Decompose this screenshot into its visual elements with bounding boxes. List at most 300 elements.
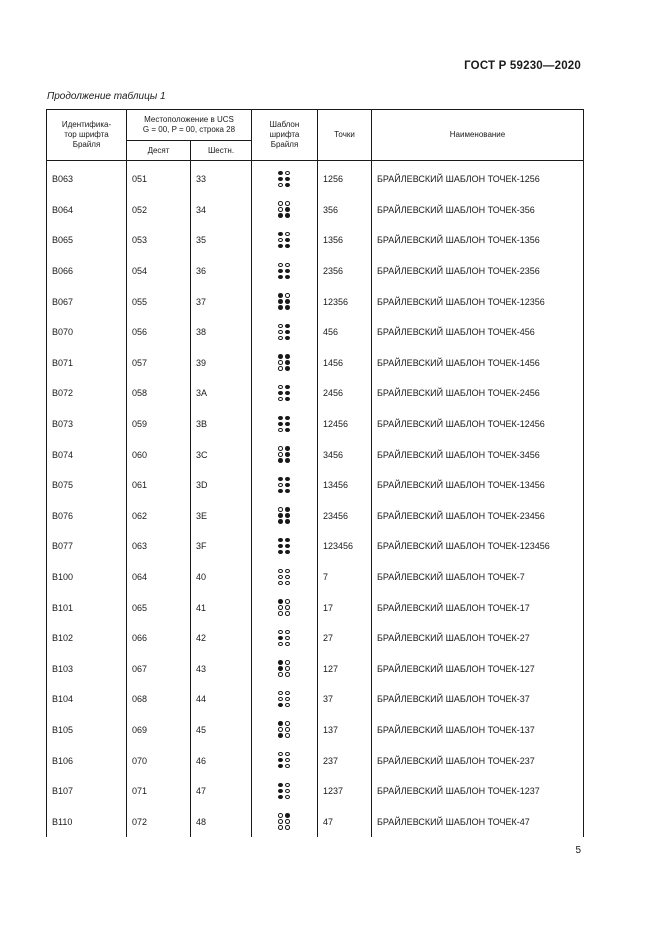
header-name-label: Наименование bbox=[449, 130, 506, 139]
braille-dot bbox=[278, 477, 283, 481]
braille-dot bbox=[285, 452, 290, 456]
braille-pattern-icon bbox=[278, 354, 291, 371]
cell-id: B073 bbox=[47, 409, 127, 440]
braille-dot bbox=[278, 416, 283, 420]
braille-dot bbox=[278, 299, 283, 303]
cell-dots: 17 bbox=[318, 592, 372, 623]
braille-dot bbox=[285, 275, 290, 279]
table-row bbox=[47, 684, 584, 715]
cell-id: B071 bbox=[47, 348, 127, 379]
braille-dot bbox=[278, 789, 283, 793]
header-hex bbox=[191, 141, 252, 161]
cell-dec: 059 bbox=[127, 409, 191, 440]
cell-name: БРАЙЛЕВСКИЙ ШАБЛОН ТОЧЕК-137 bbox=[372, 715, 584, 746]
cell-dec: 064 bbox=[127, 562, 191, 593]
braille-dot bbox=[285, 795, 290, 799]
cell-id: B101 bbox=[47, 592, 127, 623]
cell-pattern bbox=[252, 562, 318, 593]
table-row bbox=[47, 348, 584, 379]
cell-hex: 40 bbox=[191, 562, 252, 593]
cell-name: БРАЙЛЕВСКИЙ ШАБЛОН ТОЧЕК-27 bbox=[372, 623, 584, 654]
braille-dot bbox=[285, 727, 290, 731]
cell-name: БРАЙЛЕВСКИЙ ШАБЛОН ТОЧЕК-127 bbox=[372, 654, 584, 685]
cell-hex: 3B bbox=[191, 409, 252, 440]
cell-dots: 47 bbox=[318, 806, 372, 837]
cell-hex: 34 bbox=[191, 195, 252, 226]
braille-dot bbox=[278, 697, 283, 701]
braille-dot bbox=[278, 642, 283, 646]
cell-pattern bbox=[252, 161, 318, 195]
braille-dot bbox=[278, 354, 283, 358]
braille-dot bbox=[285, 299, 290, 303]
braille-dot bbox=[278, 422, 283, 426]
cell-pattern bbox=[252, 195, 318, 226]
braille-pattern-icon bbox=[278, 813, 291, 830]
cell-dec: 066 bbox=[127, 623, 191, 654]
table-caption: Продолжение таблицы 1 bbox=[47, 91, 166, 102]
cell-name: БРАЙЛЕВСКИЙ ШАБЛОН ТОЧЕК-1356 bbox=[372, 225, 584, 256]
braille-dot bbox=[285, 538, 290, 542]
cell-dec: 072 bbox=[127, 806, 191, 837]
table-row bbox=[47, 225, 584, 256]
braille-pattern-icon bbox=[278, 599, 291, 616]
braille-dot bbox=[285, 269, 290, 273]
cell-pattern bbox=[252, 806, 318, 837]
braille-dot bbox=[278, 660, 283, 664]
header-dots-label: Точки bbox=[334, 130, 355, 139]
braille-dot bbox=[278, 360, 283, 364]
cell-dots: 127 bbox=[318, 654, 372, 685]
braille-dot bbox=[278, 721, 283, 725]
braille-dot bbox=[278, 330, 283, 334]
table-row bbox=[47, 256, 584, 287]
braille-pattern-icon bbox=[278, 293, 291, 310]
cell-dots: 1456 bbox=[318, 348, 372, 379]
header-location bbox=[127, 110, 252, 141]
cell-dots: 137 bbox=[318, 715, 372, 746]
braille-dot bbox=[278, 605, 283, 609]
braille-dot bbox=[285, 397, 290, 401]
cell-name: БРАЙЛЕВСКИЙ ШАБЛОН ТОЧЕК-37 bbox=[372, 684, 584, 715]
braille-dot bbox=[285, 630, 290, 634]
braille-dot bbox=[278, 207, 283, 211]
table-row bbox=[47, 161, 584, 195]
braille-pattern-icon bbox=[278, 201, 291, 218]
cell-name: БРАЙЛЕВСКИЙ ШАБЛОН ТОЧЕК-2356 bbox=[372, 256, 584, 287]
cell-hex: 41 bbox=[191, 592, 252, 623]
cell-hex: 3D bbox=[191, 470, 252, 501]
braille-dot bbox=[278, 611, 283, 615]
braille-dot bbox=[285, 238, 290, 242]
braille-pattern-icon bbox=[278, 538, 291, 555]
cell-pattern bbox=[252, 286, 318, 317]
cell-dec: 058 bbox=[127, 378, 191, 409]
braille-dot bbox=[278, 703, 283, 707]
cell-name: БРАЙЛЕВСКИЙ ШАБЛОН ТОЧЕК-456 bbox=[372, 317, 584, 348]
cell-pattern bbox=[252, 470, 318, 501]
braille-dot bbox=[285, 513, 290, 517]
braille-dot bbox=[285, 672, 290, 676]
cell-id: B107 bbox=[47, 776, 127, 807]
braille-dot bbox=[278, 483, 283, 487]
cell-dec: 060 bbox=[127, 439, 191, 470]
braille-dot bbox=[278, 825, 283, 829]
braille-dot bbox=[278, 397, 283, 401]
braille-pattern-icon bbox=[278, 783, 291, 800]
braille-dot bbox=[285, 171, 290, 175]
braille-dot bbox=[285, 666, 290, 670]
braille-dot bbox=[278, 599, 283, 603]
braille-dot bbox=[278, 263, 283, 267]
braille-dot bbox=[285, 697, 290, 701]
cell-name: БРАЙЛЕВСКИЙ ШАБЛОН ТОЧЕК-3456 bbox=[372, 439, 584, 470]
cell-id: B106 bbox=[47, 745, 127, 776]
braille-dot bbox=[285, 391, 290, 395]
cell-dots: 1237 bbox=[318, 776, 372, 807]
header-hex-label: Шестн. bbox=[207, 145, 235, 155]
cell-pattern bbox=[252, 531, 318, 562]
table-row bbox=[47, 623, 584, 654]
braille-dot bbox=[278, 452, 283, 456]
braille-dot bbox=[285, 691, 290, 695]
braille-dot bbox=[278, 672, 283, 676]
cell-name: БРАЙЛЕВСКИЙ ШАБЛОН ТОЧЕК-1237 bbox=[372, 776, 584, 807]
cell-dec: 071 bbox=[127, 776, 191, 807]
table-row bbox=[47, 715, 584, 746]
cell-pattern bbox=[252, 745, 318, 776]
braille-dot bbox=[285, 293, 290, 297]
braille-dot bbox=[278, 232, 283, 236]
braille-dot bbox=[285, 636, 290, 640]
braille-dot bbox=[285, 733, 290, 737]
table-row bbox=[47, 439, 584, 470]
braille-dot bbox=[278, 727, 283, 731]
table-row bbox=[47, 531, 584, 562]
braille-pattern-icon bbox=[278, 630, 291, 647]
braille-dot bbox=[278, 691, 283, 695]
cell-name: БРАЙЛЕВСКИЙ ШАБЛОН ТОЧЕК-7 bbox=[372, 562, 584, 593]
cell-pattern bbox=[252, 501, 318, 532]
braille-dot bbox=[285, 232, 290, 236]
cell-id: B064 bbox=[47, 195, 127, 226]
cell-id: B063 bbox=[47, 161, 127, 195]
braille-pattern-icon bbox=[278, 721, 291, 738]
cell-id: B065 bbox=[47, 225, 127, 256]
cell-dec: 055 bbox=[127, 286, 191, 317]
braille-dot bbox=[285, 569, 290, 573]
braille-dot bbox=[278, 366, 283, 370]
cell-dec: 052 bbox=[127, 195, 191, 226]
cell-name: БРАЙЛЕВСКИЙ ШАБЛОН ТОЧЕК-13456 bbox=[372, 470, 584, 501]
braille-dot bbox=[285, 385, 290, 389]
cell-hex: 48 bbox=[191, 806, 252, 837]
braille-dot bbox=[285, 336, 290, 340]
braille-dot bbox=[285, 642, 290, 646]
braille-dot bbox=[278, 171, 283, 175]
cell-dots: 12356 bbox=[318, 286, 372, 317]
cell-hex: 33 bbox=[191, 161, 252, 195]
braille-dot bbox=[285, 507, 290, 511]
cell-name: БРАЙЛЕВСКИЙ ШАБЛОН ТОЧЕК-1256 bbox=[372, 161, 584, 195]
cell-pattern bbox=[252, 623, 318, 654]
braille-dot bbox=[285, 213, 290, 217]
cell-hex: 35 bbox=[191, 225, 252, 256]
header-name bbox=[372, 110, 584, 161]
cell-dots: 1256 bbox=[318, 161, 372, 195]
cell-pattern bbox=[252, 378, 318, 409]
table-row bbox=[47, 378, 584, 409]
braille-dot bbox=[285, 324, 290, 328]
cell-id: B076 bbox=[47, 501, 127, 532]
braille-dot bbox=[285, 721, 290, 725]
braille-table bbox=[46, 109, 584, 837]
cell-dec: 053 bbox=[127, 225, 191, 256]
braille-dot bbox=[285, 177, 290, 181]
cell-dots: 37 bbox=[318, 684, 372, 715]
cell-pattern bbox=[252, 409, 318, 440]
header-pattern-label: Шаблон шрифта Брайля bbox=[269, 120, 300, 149]
braille-dot bbox=[285, 477, 290, 481]
header-pattern bbox=[252, 110, 318, 161]
header-id-label: Идентифика- тор шрифта Брайля bbox=[61, 120, 112, 149]
braille-dot bbox=[285, 660, 290, 664]
braille-dot bbox=[285, 783, 290, 787]
braille-dot bbox=[278, 428, 283, 432]
cell-hex: 3A bbox=[191, 378, 252, 409]
cell-hex: 47 bbox=[191, 776, 252, 807]
table-row bbox=[47, 806, 584, 837]
cell-name: БРАЙЛЕВСКИЙ ШАБЛОН ТОЧЕК-12456 bbox=[372, 409, 584, 440]
braille-dot bbox=[278, 630, 283, 634]
cell-dec: 067 bbox=[127, 654, 191, 685]
cell-hex: 3C bbox=[191, 439, 252, 470]
cell-id: B075 bbox=[47, 470, 127, 501]
header-id bbox=[47, 110, 127, 161]
cell-dec: 057 bbox=[127, 348, 191, 379]
cell-dec: 069 bbox=[127, 715, 191, 746]
cell-dots: 7 bbox=[318, 562, 372, 593]
cell-id: B070 bbox=[47, 317, 127, 348]
braille-dot bbox=[285, 605, 290, 609]
braille-dot bbox=[285, 813, 290, 817]
braille-dot bbox=[278, 293, 283, 297]
table-row bbox=[47, 470, 584, 501]
braille-pattern-icon bbox=[278, 324, 291, 341]
cell-pattern bbox=[252, 654, 318, 685]
cell-name: БРАЙЛЕВСКИЙ ШАБЛОН ТОЧЕК-356 bbox=[372, 195, 584, 226]
braille-dot bbox=[278, 244, 283, 248]
cell-dots: 456 bbox=[318, 317, 372, 348]
braille-dot bbox=[278, 519, 283, 523]
braille-dot bbox=[285, 207, 290, 211]
braille-dot bbox=[278, 446, 283, 450]
cell-id: B067 bbox=[47, 286, 127, 317]
cell-id: B104 bbox=[47, 684, 127, 715]
braille-dot bbox=[278, 813, 283, 817]
cell-dec: 063 bbox=[127, 531, 191, 562]
cell-dec: 054 bbox=[127, 256, 191, 287]
braille-dot bbox=[278, 544, 283, 548]
braille-dot bbox=[285, 519, 290, 523]
cell-name: БРАЙЛЕВСКИЙ ШАБЛОН ТОЧЕК-47 bbox=[372, 806, 584, 837]
cell-hex: 39 bbox=[191, 348, 252, 379]
braille-dot bbox=[278, 758, 283, 762]
braille-dot bbox=[278, 569, 283, 573]
cell-hex: 45 bbox=[191, 715, 252, 746]
cell-pattern bbox=[252, 592, 318, 623]
cell-hex: 36 bbox=[191, 256, 252, 287]
braille-pattern-icon bbox=[278, 477, 291, 494]
cell-name: БРАЙЛЕВСКИЙ ШАБЛОН ТОЧЕК-1456 bbox=[372, 348, 584, 379]
cell-id: B077 bbox=[47, 531, 127, 562]
braille-pattern-icon bbox=[278, 385, 291, 402]
table-row bbox=[47, 317, 584, 348]
cell-name: БРАЙЛЕВСКИЙ ШАБЛОН ТОЧЕК-23456 bbox=[372, 501, 584, 532]
cell-dots: 3456 bbox=[318, 439, 372, 470]
table-row bbox=[47, 745, 584, 776]
document-code: ГОСТ Р 59230—2020 bbox=[464, 60, 581, 72]
cell-name: БРАЙЛЕВСКИЙ ШАБЛОН ТОЧЕК-17 bbox=[372, 592, 584, 623]
braille-pattern-icon bbox=[278, 263, 291, 280]
braille-dot bbox=[278, 513, 283, 517]
braille-dot bbox=[278, 783, 283, 787]
cell-dec: 070 bbox=[127, 745, 191, 776]
cell-name: БРАЙЛЕВСКИЙ ШАБЛОН ТОЧЕК-2456 bbox=[372, 378, 584, 409]
braille-dot bbox=[285, 201, 290, 205]
braille-pattern-icon bbox=[278, 569, 291, 586]
table-row bbox=[47, 195, 584, 226]
cell-name: БРАЙЛЕВСКИЙ ШАБЛОН ТОЧЕК-123456 bbox=[372, 531, 584, 562]
braille-dot bbox=[285, 263, 290, 267]
braille-dot bbox=[278, 177, 283, 181]
table-row bbox=[47, 654, 584, 685]
braille-dot bbox=[285, 764, 290, 768]
table-row bbox=[47, 776, 584, 807]
header-dec-label: Десят bbox=[147, 145, 170, 155]
cell-dots: 356 bbox=[318, 195, 372, 226]
braille-dot bbox=[278, 733, 283, 737]
cell-pattern bbox=[252, 256, 318, 287]
cell-hex: 44 bbox=[191, 684, 252, 715]
cell-dec: 056 bbox=[127, 317, 191, 348]
braille-dot bbox=[278, 819, 283, 823]
braille-dot bbox=[285, 611, 290, 615]
braille-dot bbox=[278, 324, 283, 328]
braille-pattern-icon bbox=[278, 752, 291, 769]
braille-dot bbox=[278, 305, 283, 309]
braille-dot bbox=[278, 489, 283, 493]
cell-hex: 42 bbox=[191, 623, 252, 654]
braille-dot bbox=[285, 544, 290, 548]
cell-dec: 062 bbox=[127, 501, 191, 532]
header-location-label: Местоположение в UCS G = 00, P = 00, строка 28 bbox=[142, 115, 236, 134]
cell-id: B105 bbox=[47, 715, 127, 746]
cell-dec: 068 bbox=[127, 684, 191, 715]
braille-dot bbox=[285, 489, 290, 493]
braille-dot bbox=[285, 330, 290, 334]
cell-name: БРАЙЛЕВСКИЙ ШАБЛОН ТОЧЕК-237 bbox=[372, 745, 584, 776]
braille-dot bbox=[285, 581, 290, 585]
cell-hex: 3F bbox=[191, 531, 252, 562]
braille-dot bbox=[278, 575, 283, 579]
cell-dec: 061 bbox=[127, 470, 191, 501]
header-dots bbox=[318, 110, 372, 161]
braille-dot bbox=[278, 666, 283, 670]
braille-dot bbox=[278, 391, 283, 395]
cell-dec: 065 bbox=[127, 592, 191, 623]
braille-pattern-icon bbox=[278, 446, 291, 463]
cell-id: B102 bbox=[47, 623, 127, 654]
cell-pattern bbox=[252, 776, 318, 807]
cell-hex: 37 bbox=[191, 286, 252, 317]
braille-dot bbox=[278, 752, 283, 756]
cell-dec: 051 bbox=[127, 161, 191, 195]
braille-dot bbox=[278, 275, 283, 279]
cell-pattern bbox=[252, 317, 318, 348]
braille-dot bbox=[285, 599, 290, 603]
braille-dot bbox=[278, 458, 283, 462]
braille-dot bbox=[285, 446, 290, 450]
braille-dot bbox=[285, 183, 290, 187]
table-row bbox=[47, 286, 584, 317]
braille-dot bbox=[278, 550, 283, 554]
braille-dot bbox=[278, 201, 283, 205]
cell-id: B100 bbox=[47, 562, 127, 593]
cell-dots: 13456 bbox=[318, 470, 372, 501]
braille-dot bbox=[285, 416, 290, 420]
braille-dot bbox=[285, 483, 290, 487]
braille-pattern-icon bbox=[278, 691, 291, 708]
cell-dots: 123456 bbox=[318, 531, 372, 562]
braille-pattern-icon bbox=[278, 171, 291, 188]
braille-dot bbox=[278, 581, 283, 585]
braille-dot bbox=[285, 825, 290, 829]
braille-dot bbox=[278, 764, 283, 768]
cell-hex: 3E bbox=[191, 501, 252, 532]
cell-dots: 23456 bbox=[318, 501, 372, 532]
braille-dot bbox=[278, 336, 283, 340]
braille-dot bbox=[285, 428, 290, 432]
table-row bbox=[47, 592, 584, 623]
table-row bbox=[47, 562, 584, 593]
cell-id: B074 bbox=[47, 439, 127, 470]
cell-hex: 38 bbox=[191, 317, 252, 348]
cell-hex: 43 bbox=[191, 654, 252, 685]
table-row bbox=[47, 501, 584, 532]
braille-dot bbox=[278, 183, 283, 187]
braille-dot bbox=[278, 269, 283, 273]
cell-dots: 2456 bbox=[318, 378, 372, 409]
braille-dot bbox=[285, 458, 290, 462]
braille-dot bbox=[278, 636, 283, 640]
cell-dots: 237 bbox=[318, 745, 372, 776]
braille-pattern-icon bbox=[278, 416, 291, 433]
table-row bbox=[47, 409, 584, 440]
braille-dot bbox=[285, 575, 290, 579]
cell-dots: 2356 bbox=[318, 256, 372, 287]
braille-dot bbox=[285, 422, 290, 426]
page-number: 5 bbox=[575, 845, 581, 856]
braille-dot bbox=[285, 305, 290, 309]
braille-dot bbox=[285, 354, 290, 358]
braille-pattern-icon bbox=[278, 660, 291, 677]
braille-dot bbox=[278, 538, 283, 542]
cell-id: B110 bbox=[47, 806, 127, 837]
braille-dot bbox=[285, 758, 290, 762]
braille-dot bbox=[285, 703, 290, 707]
braille-dot bbox=[285, 244, 290, 248]
braille-dot bbox=[278, 507, 283, 511]
